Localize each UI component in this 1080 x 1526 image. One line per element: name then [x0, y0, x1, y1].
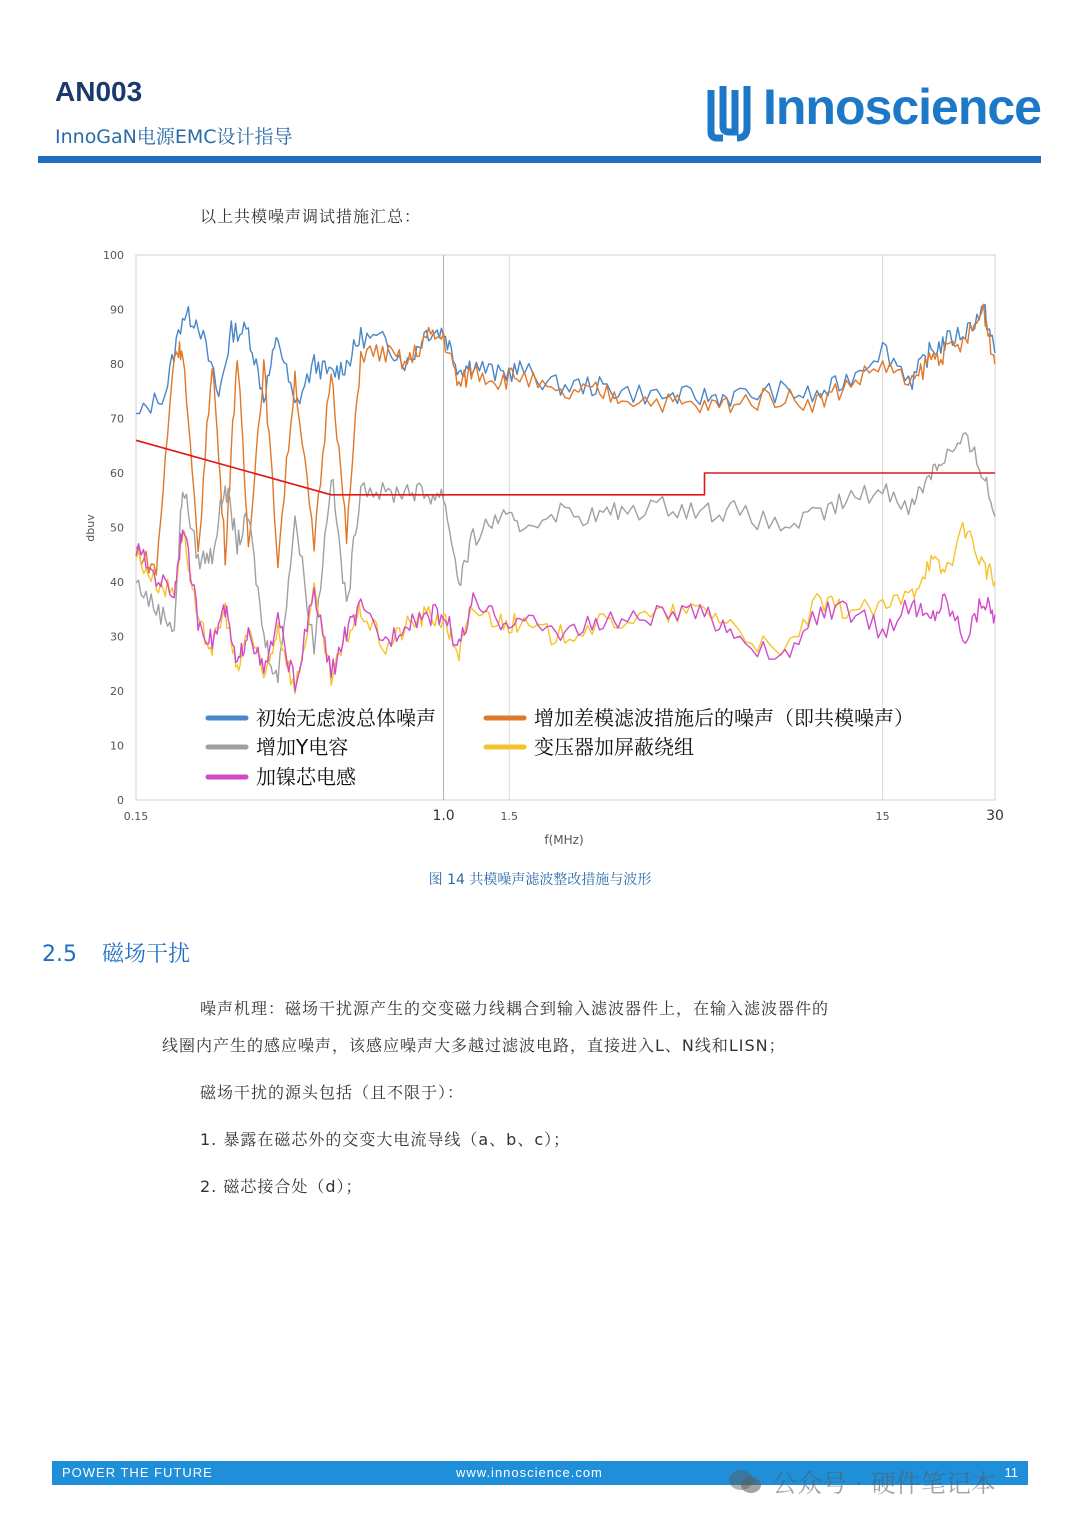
watermark-text: 公众号 · 硬件笔记本 — [772, 1469, 996, 1498]
emi-chart — [80, 240, 1020, 850]
paragraph-mechanism: 噪声机理：磁场干扰源产生的交变磁力线耦合到输入滤波器件上，在输入滤波器件的 — [200, 999, 830, 1018]
y-tick-label: 80 — [110, 358, 124, 371]
x-tick-label: 15 — [875, 810, 890, 823]
legend-label: 增加差模滤波措施后的噪声（即共模噪声） — [534, 706, 914, 730]
header-doc-code: AN003 — [55, 76, 143, 107]
y-axis-label: dbuv — [84, 514, 97, 542]
x-axis-label: f(MHz) — [544, 833, 584, 847]
x-tick-labels — [124, 808, 1004, 824]
logo-text: Innoscience — [763, 79, 1041, 135]
y-tick-label: 100 — [103, 249, 124, 262]
y-tick-label: 90 — [110, 303, 124, 317]
wechat-icon — [728, 1469, 762, 1495]
y-tick-label: 10 — [110, 739, 124, 753]
figure-caption: 图 14 共模噪声滤波整改措施与波形 — [428, 872, 652, 888]
header-subtitle: InnoGaN电源EMC设计指导 — [55, 126, 293, 148]
footer-website[interactable]: www.innoscience.com — [456, 1465, 603, 1480]
innoscience-logo-icon — [705, 82, 757, 142]
x-tick-label: 1.5 — [500, 810, 519, 823]
legend-label: 增加Y电容 — [256, 735, 349, 759]
page-number: 11 — [1004, 1465, 1018, 1480]
footer-slogan: POWER THE FUTURE — [62, 1465, 213, 1480]
logo — [705, 79, 1041, 144]
header-divider — [38, 156, 1041, 163]
limit-line — [136, 440, 995, 495]
chart-legend — [208, 706, 914, 789]
list-item: 1. 暴露在磁芯外的交变大电流导线（a、b、c）； — [200, 1130, 571, 1149]
paragraph-sources: 磁场干扰的源头包括（且不限于）： — [200, 1083, 465, 1102]
x-tick-label: 30 — [986, 808, 1004, 824]
y-tick-label: 50 — [110, 521, 124, 535]
series-line — [136, 433, 995, 683]
section-heading — [42, 937, 190, 968]
section-title: 磁场干扰 — [102, 942, 191, 967]
y-tick-label: 40 — [110, 576, 124, 589]
legend-label: 初始无虑波总体噪声 — [256, 706, 436, 730]
x-tick-label: 0.15 — [123, 810, 149, 823]
y-tick-labels — [103, 249, 124, 807]
section-number: 2.5 — [42, 942, 77, 967]
legend-label: 加镍芯电感 — [256, 765, 356, 789]
y-tick-label: 70 — [110, 412, 124, 426]
list-item: 2. 磁芯接合处（d）； — [200, 1177, 363, 1196]
chart-series — [136, 304, 995, 693]
series-line — [136, 530, 995, 691]
y-tick-label: 20 — [110, 685, 124, 698]
series-line — [136, 304, 995, 575]
paragraph-mechanism-cont: 线圈内产生的感应噪声，该感应噪声大多越过滤波电路，直接进入L、N线和LISN； — [162, 1036, 786, 1055]
watermark — [728, 1464, 996, 1500]
y-tick-label: 30 — [110, 630, 124, 644]
y-tick-label: 60 — [110, 467, 124, 480]
legend-label: 变压器加屏蔽绕组 — [534, 735, 694, 759]
intro-text: 以上共模噪声调试措施汇总： — [200, 207, 422, 226]
x-tick-label: 1.0 — [432, 808, 455, 824]
y-tick-label: 0 — [117, 794, 124, 807]
